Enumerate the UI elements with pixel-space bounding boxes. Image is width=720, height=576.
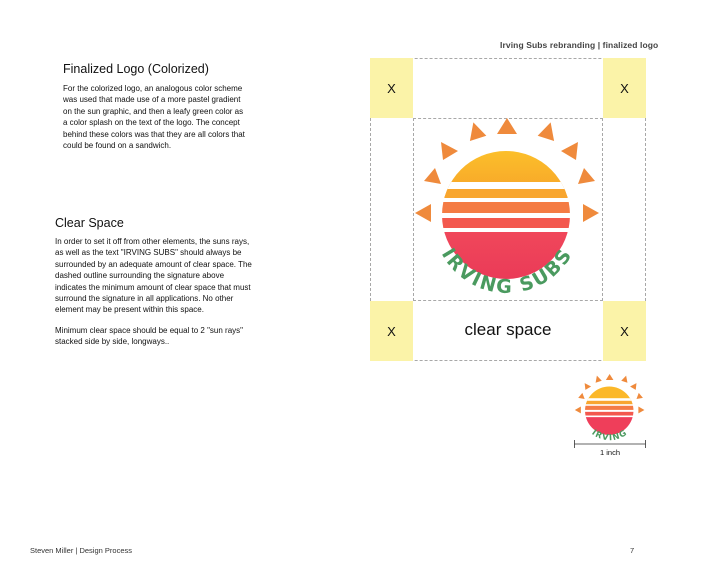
section-finalized-logo bbox=[63, 62, 248, 151]
clear-space-corner-top-left bbox=[370, 58, 413, 118]
x-marker: X bbox=[387, 323, 396, 339]
clear-space-corner-bottom-right bbox=[603, 301, 646, 361]
irving-subs-logo-large bbox=[413, 118, 603, 303]
clear-space-label: clear space bbox=[464, 320, 552, 339]
section-body: For the colorized logo, an analogous color scheme was used that made use of a more pastel gradient on the sun graphic, and then a leafy green color as a color splash on the text of the logo. The concept behind these colors was that they are all colors that could be found on a sandwich. bbox=[63, 84, 245, 151]
logo-text-irving-small: IRVING bbox=[590, 426, 630, 443]
section-heading: Clear Space bbox=[55, 216, 124, 230]
section-heading: Finalized Logo (Colorized) bbox=[63, 62, 209, 76]
clear-space-corner-bottom-left bbox=[370, 301, 413, 361]
one-inch-label: 1 inch bbox=[599, 448, 620, 457]
clear-space-corner-top-right bbox=[603, 58, 646, 118]
logo-text-irving-subs: IRVING SUBS bbox=[437, 243, 578, 299]
page-number: 7 bbox=[630, 546, 635, 555]
x-marker: X bbox=[620, 323, 629, 339]
x-marker: X bbox=[387, 80, 396, 96]
footer-author: Steven Miller | Design Process bbox=[30, 546, 132, 555]
section-body: In order to set it off from other elements, the suns rays, as well as the text "IRVING SUBS" should always be surrounded by an adequate amount of clear space. The dashed outline surrounding the signature above indicates the minimum amount of clear space that must surround the signature in all applications. No other element may be present within this space. bbox=[55, 237, 252, 315]
section-clear-space bbox=[55, 216, 255, 348]
section-body-2: Minimum clear space should be equal to 2 "sun rays" stacked side by side, longways.. bbox=[55, 325, 243, 347]
header-title: Irving Subs rebranding | finalized logo bbox=[500, 40, 659, 50]
irving-subs-logo-small bbox=[574, 374, 646, 444]
x-marker: X bbox=[620, 80, 629, 96]
sun-graphic-small bbox=[582, 385, 639, 436]
